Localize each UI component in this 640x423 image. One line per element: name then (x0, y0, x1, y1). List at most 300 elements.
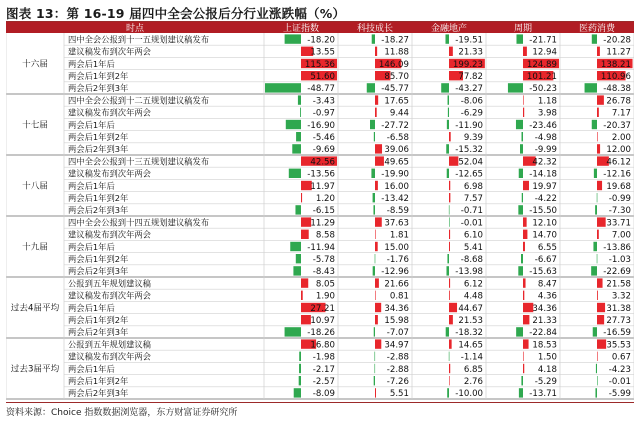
bar-negative (449, 352, 450, 361)
cell-value: -5.99 (608, 389, 631, 400)
bar-negative (367, 83, 375, 92)
cell-value: 34.36 (532, 303, 557, 314)
cell-value: -5.78 (312, 255, 335, 265)
bar-negative (375, 254, 376, 263)
cell-value: -0.71 (460, 206, 483, 217)
bar-positive (523, 339, 529, 348)
cell-value: -0.97 (312, 108, 335, 119)
row-label: 建议稿发布到次年两会 (68, 168, 151, 179)
header-column: 科技成长 (356, 23, 394, 34)
bar-negative (596, 364, 597, 373)
cell-value: -13.71 (529, 389, 557, 400)
bar-negative (446, 327, 449, 336)
cell-value: -1.98 (312, 352, 335, 363)
bar-negative (445, 34, 449, 43)
bar-negative (519, 169, 523, 178)
bar-positive (301, 315, 311, 324)
cell-value: 15.00 (384, 242, 409, 253)
bar-positive (523, 291, 524, 300)
bar-positive (449, 364, 450, 373)
row-label: 两会后1年到2年 (68, 315, 129, 325)
bar-positive (375, 242, 378, 251)
cell-value: -50.23 (529, 84, 557, 95)
cell-value: 77.82 (458, 72, 483, 82)
row-label: 两会后2年到3年 (68, 83, 129, 94)
row-label: 两会后1年后 (68, 241, 115, 252)
cell-value: 27.73 (606, 316, 631, 326)
cell-value: -18.27 (381, 35, 409, 46)
row-label: 两会后1年后 (68, 58, 115, 69)
bar-positive (523, 47, 527, 56)
cell-value: 49.65 (384, 157, 409, 168)
cell-value: -8.09 (312, 389, 335, 400)
cell-value: 5.41 (463, 242, 483, 253)
cell-value: 9.39 (463, 133, 483, 143)
cell-value: 9.44 (389, 108, 409, 119)
row-label: 四中全会公报到十一五规划建议稿发布 (68, 34, 210, 45)
cell-value: -48.77 (307, 84, 335, 95)
group-label: 过去3届平均 (10, 364, 60, 375)
bar-positive (375, 315, 378, 324)
cell-value: -15.63 (529, 267, 557, 278)
cell-value: 14.65 (458, 340, 483, 351)
bar-positive (523, 95, 524, 104)
cell-value: 42.32 (532, 157, 557, 168)
cell-value: 21.58 (606, 279, 631, 290)
bar-negative (296, 254, 301, 263)
bar-negative (519, 388, 523, 397)
bar-negative (597, 254, 598, 263)
cell-value: -12.16 (603, 169, 631, 180)
cell-value: 6.85 (463, 364, 483, 375)
figure-title: 图表 13：第 16-19 届四中全会公报后分行业涨跌幅（%） (6, 6, 346, 21)
bar-positive (449, 193, 450, 202)
cell-value: 1.90 (315, 291, 335, 302)
row-label: 四中全会公报到十三五规划建议稿发布 (68, 156, 210, 167)
cell-value: 5.51 (389, 389, 409, 400)
bar-positive (449, 339, 452, 348)
bar-negative (520, 144, 523, 153)
bar-negative (373, 266, 375, 275)
cell-value: 146.09 (378, 59, 409, 70)
cell-value: 1.50 (537, 352, 557, 363)
cell-value: -2.88 (386, 364, 409, 375)
bar-negative (293, 266, 301, 275)
bar-negative (374, 132, 375, 141)
bar-positive (597, 352, 598, 361)
bar-positive (597, 315, 604, 324)
bar-negative (295, 205, 301, 214)
cell-value: 11.97 (310, 181, 335, 192)
cell-value: 42.56 (310, 157, 335, 168)
bar-negative (448, 95, 449, 104)
bar-negative (285, 327, 301, 336)
cell-value: 16.00 (384, 181, 409, 192)
bar-negative (441, 83, 449, 92)
bar-negative (522, 193, 523, 202)
cell-value: 19.97 (532, 181, 557, 192)
cell-value: 12.94 (532, 47, 557, 58)
cell-value: 11.29 (310, 218, 335, 229)
cell-value: -16.90 (307, 120, 335, 131)
bar-positive (523, 242, 525, 251)
bar-positive (597, 132, 598, 141)
cell-value: 4.36 (537, 291, 557, 302)
header-period: 时点 (125, 23, 145, 34)
bar-negative (516, 120, 523, 129)
cell-value: 6.55 (537, 242, 557, 253)
cell-value: -4.22 (534, 194, 557, 204)
bar-negative (593, 327, 597, 336)
cell-value: 14.70 (532, 230, 557, 241)
bar-negative (373, 193, 375, 202)
cell-value: -8.59 (386, 206, 409, 217)
cell-value: -4.23 (608, 364, 631, 375)
row-label: 两会后1年后 (68, 363, 115, 374)
bar-positive (449, 181, 450, 190)
cell-value: -20.37 (603, 120, 631, 131)
cell-value: 6.10 (463, 230, 483, 241)
cell-value: 27.21 (310, 303, 335, 314)
cell-value: 44.67 (458, 303, 483, 314)
bottom-rule (6, 402, 634, 403)
source-note: 资料来源：Choice 指数数据浏览器，东方财富证券研究所 (6, 408, 238, 418)
cell-value: -5.29 (534, 377, 557, 387)
cell-value: -1.76 (386, 255, 409, 265)
bar-positive (597, 339, 606, 348)
cell-value: 0.81 (389, 291, 409, 302)
cell-value: 34.36 (384, 303, 409, 314)
bar-negative (518, 205, 523, 214)
cell-value: 110.96 (600, 72, 631, 82)
row-label: 建议稿发布到次年两会 (68, 46, 151, 57)
cell-value: 101.21 (526, 72, 557, 82)
cell-value: 13.55 (310, 47, 335, 58)
bar-negative (299, 376, 301, 385)
bar-positive (301, 278, 308, 287)
header-bar (6, 22, 634, 33)
cell-value: -27.72 (381, 120, 409, 131)
header-column: 上证指数 (282, 23, 320, 34)
bar-negative (370, 120, 375, 129)
cell-value: 37.63 (384, 218, 409, 229)
cell-value: -13.42 (381, 194, 409, 204)
row-label: 两会后2年到3年 (68, 388, 129, 399)
bar-positive (597, 181, 602, 190)
bar-positive (449, 47, 453, 56)
cell-value: 12.00 (606, 145, 631, 156)
bar-negative (374, 352, 375, 361)
bar-positive (375, 156, 384, 165)
cell-value: -12.65 (455, 169, 483, 180)
cell-value: -21.71 (529, 35, 557, 46)
bar-positive (301, 291, 303, 300)
bar-positive (597, 230, 599, 239)
bar-negative (521, 376, 523, 385)
bar-positive (449, 132, 451, 141)
bar-positive (523, 364, 524, 373)
row-label: 两会后1年后 (68, 302, 115, 313)
bar-positive (523, 108, 524, 117)
cell-value: 7.17 (611, 108, 631, 119)
bar-positive (375, 47, 377, 56)
cell-value: -12.96 (381, 267, 409, 278)
cell-value: 0.67 (611, 352, 631, 363)
bar-negative (595, 205, 597, 214)
bar-negative (585, 83, 597, 92)
cell-value: -19.51 (455, 35, 483, 46)
cell-value: -22.69 (603, 267, 631, 278)
bar-negative (299, 352, 301, 361)
row-label: 两会后1年后 (68, 180, 115, 191)
cell-value: -19.90 (381, 169, 409, 180)
row-label: 两会后1年到2年 (68, 71, 129, 81)
cell-value: 2.00 (611, 133, 631, 143)
bar-positive (375, 339, 381, 348)
bar-positive (523, 217, 527, 226)
bar-positive (375, 144, 382, 153)
bar-negative (591, 266, 597, 275)
cell-value: -18.26 (307, 328, 335, 339)
bar-negative (593, 242, 597, 251)
cell-value: -9.69 (312, 145, 335, 156)
bar-negative (289, 169, 301, 178)
cell-value: -6.67 (534, 255, 557, 265)
cell-value: 51.60 (310, 72, 335, 82)
header-column: 金融地产 (430, 23, 468, 34)
cell-value: -15.32 (455, 145, 483, 156)
bar-negative (518, 266, 523, 275)
bar-negative (265, 83, 301, 92)
bar-negative (286, 120, 301, 129)
header-column: 周期 (513, 23, 533, 34)
bar-positive (449, 376, 450, 385)
bar-positive (375, 278, 379, 287)
cell-value: 115.36 (304, 59, 335, 70)
row-label: 两会后1年到2年 (68, 132, 129, 142)
bar-positive (449, 156, 458, 165)
cell-value: -10.00 (455, 389, 483, 400)
bar-positive (523, 278, 526, 287)
cell-value: 85.70 (384, 72, 409, 82)
row-label: 建议稿发布到次年两会 (68, 229, 151, 240)
bar-negative (592, 34, 597, 43)
cell-value: 26.78 (606, 96, 631, 107)
cell-value: -8.68 (460, 255, 483, 265)
cell-value: 10.97 (310, 316, 335, 326)
header-column: 医药消费 (578, 23, 616, 34)
cell-value: -13.86 (603, 242, 631, 253)
cell-value: -15.50 (529, 206, 557, 217)
bar-negative (521, 254, 523, 263)
cell-value: 18.53 (532, 340, 557, 351)
cell-value: 12.10 (532, 218, 557, 229)
bar-negative (446, 144, 449, 153)
cell-value: 35.53 (606, 340, 631, 351)
cell-value: 21.53 (458, 316, 483, 326)
cell-value: -20.28 (603, 35, 631, 46)
cell-value: 52.04 (458, 157, 483, 168)
bar-positive (597, 217, 606, 226)
cell-value: 15.98 (384, 316, 409, 326)
cell-value: 3.32 (611, 291, 631, 302)
cell-value: -5.46 (312, 133, 335, 143)
bar-negative (449, 205, 450, 214)
cell-value: 8.47 (537, 279, 557, 290)
cell-value: 124.89 (526, 59, 557, 70)
cell-value: -14.18 (529, 169, 557, 180)
cell-value: -9.99 (534, 145, 557, 156)
bar-positive (301, 230, 309, 239)
bar-positive (597, 303, 605, 312)
bar-negative (285, 34, 301, 43)
bar-negative (374, 364, 375, 373)
bar-negative (292, 144, 301, 153)
row-label: 公报到五年规划建议稿 (68, 278, 151, 289)
cell-value: 11.27 (606, 47, 631, 58)
cell-value: 1.81 (389, 230, 409, 241)
row-label: 四中全会公报到十四五规划建议稿发布 (68, 217, 210, 228)
row-label: 两会后1年后 (68, 119, 115, 130)
bar-negative (373, 205, 375, 214)
bar-negative (447, 120, 449, 129)
bar-positive (375, 108, 377, 117)
cell-value: -13.56 (307, 169, 335, 180)
cell-value: 21.33 (458, 47, 483, 58)
bar-positive (523, 352, 524, 361)
cell-value: 34.97 (384, 340, 409, 351)
bar-positive (597, 144, 600, 153)
bar-positive (375, 291, 376, 300)
bar-positive (375, 95, 378, 104)
cell-value: 11.88 (384, 47, 409, 58)
cell-value: -0.99 (608, 194, 631, 204)
bar-positive (449, 230, 450, 239)
row-label: 建议稿发布到次年两会 (68, 351, 151, 362)
bar-positive (301, 193, 302, 202)
bar-positive (449, 242, 450, 251)
cell-value: -6.58 (386, 133, 409, 143)
bar-positive (597, 47, 600, 56)
cell-value: 1.20 (315, 194, 335, 204)
cell-value: 31.38 (606, 303, 631, 314)
row-label: 两会后1年到2年 (68, 193, 129, 203)
performance-table (6, 22, 634, 402)
group-label: 十七届 (22, 120, 48, 131)
cell-value: -11.90 (455, 120, 483, 131)
bar-positive (597, 95, 604, 104)
group-label: 十九届 (22, 242, 48, 253)
bar-negative (446, 266, 449, 275)
cell-value: -6.15 (312, 206, 335, 217)
row-label: 两会后1年到2年 (68, 376, 129, 386)
bar-negative (299, 364, 301, 373)
bar-negative (594, 169, 597, 178)
cell-value: -43.27 (455, 84, 483, 95)
bar-positive (523, 181, 529, 190)
row-label: 建议稿发布到次年两会 (68, 290, 151, 301)
bar-positive (523, 230, 527, 239)
cell-value: -1.14 (460, 352, 483, 363)
bar-negative (371, 169, 375, 178)
cell-value: 4.18 (537, 364, 557, 375)
bar-negative (597, 193, 598, 202)
cell-value: -23.46 (529, 120, 557, 131)
bar-positive (449, 315, 453, 324)
cell-value: -22.84 (529, 328, 557, 339)
cell-value: 21.33 (532, 316, 557, 326)
bar-positive (375, 181, 378, 190)
cell-value: 39.06 (384, 145, 409, 156)
cell-value: 138.21 (600, 59, 631, 70)
bar-negative (597, 376, 598, 385)
bar-positive (375, 388, 376, 397)
bar-negative (447, 254, 449, 263)
cell-value: 7.00 (611, 230, 631, 241)
bar-negative (298, 95, 301, 104)
cell-value: -18.20 (307, 35, 335, 46)
cell-value: -2.17 (312, 364, 335, 375)
row-label: 两会后1年到2年 (68, 254, 129, 264)
bar-negative (374, 327, 375, 336)
cell-value: 1.18 (537, 96, 557, 107)
cell-value: -11.94 (307, 242, 335, 253)
cell-value: 8.58 (315, 230, 335, 241)
cell-value: 21.66 (384, 279, 409, 290)
bar-positive (375, 217, 382, 226)
bar-positive (375, 303, 381, 312)
bar-negative (522, 132, 523, 141)
bar-negative (448, 108, 449, 117)
bar-positive (449, 278, 450, 287)
cell-value: -3.43 (312, 96, 335, 107)
bar-negative (447, 169, 449, 178)
cell-value: 33.71 (606, 218, 631, 229)
bar-negative (516, 34, 523, 43)
cell-value: -18.32 (455, 328, 483, 339)
row-label: 两会后2年到3年 (68, 327, 129, 338)
cell-value: -8.43 (312, 267, 335, 278)
bar-negative (300, 108, 301, 117)
bar-negative (296, 132, 301, 141)
cell-value: -7.30 (608, 206, 631, 217)
bar-positive (375, 230, 376, 239)
row-label: 四中全会公报到十二五规划建议稿发布 (68, 95, 210, 106)
cell-value: 4.48 (463, 291, 483, 302)
bar-positive (597, 278, 603, 287)
bar-negative (290, 242, 301, 251)
cell-value: 199.23 (452, 59, 483, 70)
cell-value: 8.05 (315, 279, 335, 290)
cell-value: -6.29 (460, 108, 483, 119)
cell-value: 17.65 (384, 96, 409, 107)
group-label: 十八届 (22, 181, 48, 192)
bar-negative (516, 327, 523, 336)
row-label: 两会后2年到3年 (68, 144, 129, 155)
cell-value: -2.88 (386, 352, 409, 363)
cell-value: -45.77 (381, 84, 409, 95)
cell-value: -8.06 (460, 96, 483, 107)
bar-positive (449, 303, 457, 312)
group-label: 十六届 (22, 59, 48, 70)
cell-value: -7.26 (386, 377, 409, 387)
bar-positive (597, 108, 599, 117)
bar-negative (508, 83, 523, 92)
cell-value: 16.80 (310, 340, 335, 351)
cell-value: 3.98 (537, 108, 557, 119)
bar-positive (523, 315, 529, 324)
bar-negative (374, 376, 375, 385)
